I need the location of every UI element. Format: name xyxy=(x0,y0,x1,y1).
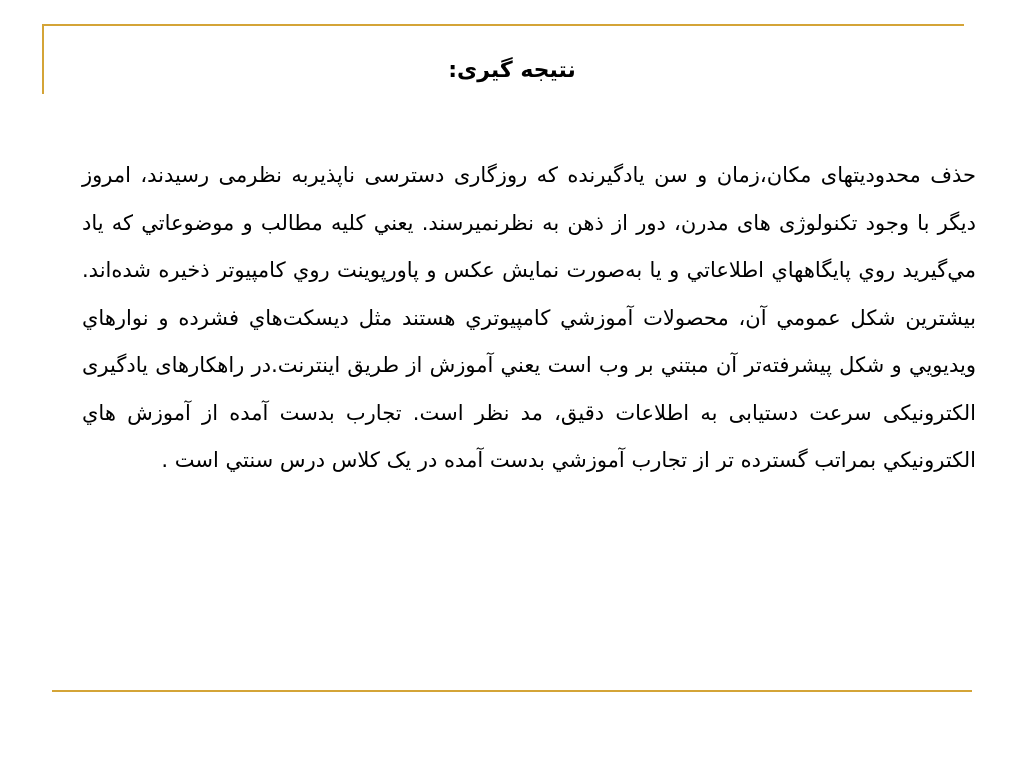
slide-body-text: حذف محدوديتهای مکان،زمان و سن يادگيرنده که روزگاری دسترسی ناپذيربه نظرمی رسيدند، امروز ديگر با وجود تکنولوژی های مدرن، دور از ذهن به نظرنميرسند. يعني کليه مطالب و موضوعاتي که ياد مي‌گيريد روي پايگاههاي اطلاعاتي و يا به‌صورت نمايش عکس و پاورپوينت روي کامپيوتر ذخيره شده‌اند. بيشترين شکل عمومي آن، محصولات آموزشي کامپيوتري هستند مثل ديسکت‌هاي فشرده و نوارهاي ويديويي و شکل پيشرفته‌تر آن مبتني بر وب است يعني آموزش از طريق اينترنت.در راهکارهای يادگيری الکترونيکی سرعت دستيابی به اطلاعات دقيق، مد نظر است. تجارب بدست آمده از آموزش هاي الکترونيکي بمراتب گسترده تر از تجارب آموزشي بدست آمده در يک کلاس درس سنتي است . xyxy=(82,163,976,472)
slide-title: نتيجه گيری: xyxy=(448,58,576,83)
bottom-rule xyxy=(52,690,972,692)
top-rule xyxy=(42,24,964,26)
